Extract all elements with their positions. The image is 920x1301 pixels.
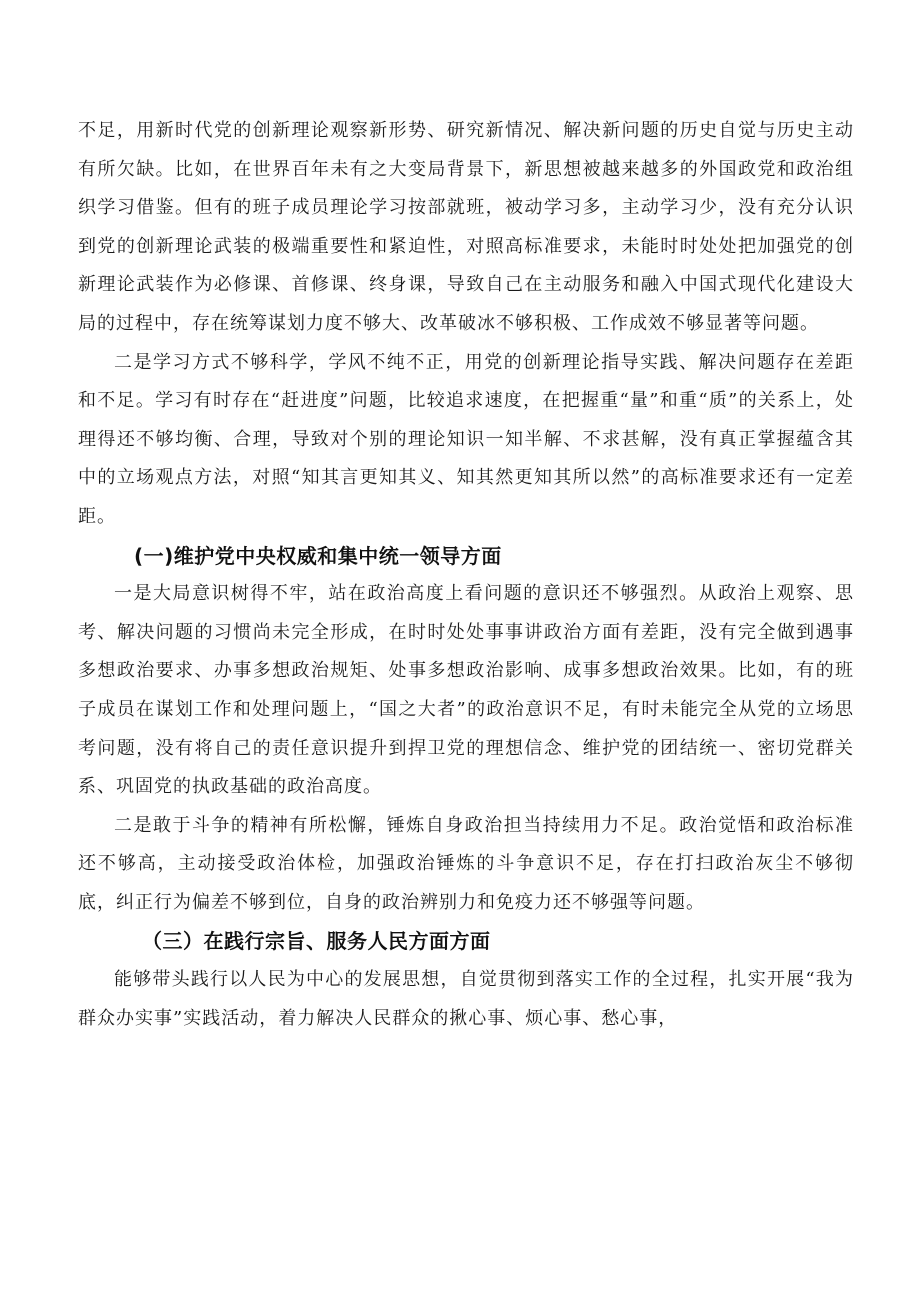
document-body — [78, 112, 854, 1038]
paragraph-1: 不足，用新时代党的创新理论观察新形势、研究新情况、解决新问题的历史自觉与历史主动有所欠缺。比如，在世界百年未有之大变局背景下，新思想被越来越多的外国政党和政治组织学习借鉴。但有的班子成员理论学习按部就班，被动学习多，主动学习少，没有充分认识到党的创新理论武装的极端重要性和紧迫性，对照高标准要求，未能时时处处把加强党的创新理论武装作为必修课、首修课、终身课，导致自己在主动服务和融入中国式现代化建设大局的过程中，存在统筹谋划力度不够大、改革破冰不够积极、工作成效不够显著等问题。 — [78, 120, 854, 334]
section-heading-1: (一)维护党中央权威和集中统一领导方面 — [134, 543, 502, 568]
paragraph-5: 能够带头践行以人民为中心的发展思想，自觉贯彻到落实工作的全过程，扎实开展“我为群众办实事”实践活动，着力解决人民群众的揪心事、烦心事、愁心事， — [78, 969, 854, 1029]
paragraph-3: 一是大局意识树得不牢，站在政治高度上看问题的意识还不够强烈。从政治上观察、思考、解决问题的习惯尚未完全形成，在时时处处事事讲政治方面有差距，没有完全做到遇事多想政治要求、办事多想政治规矩、处事多想政治影响、成事多想政治效果。比如，有的班子成员在谋划工作和处理问题上，“国之大者”的政治意识不足，有时未能完全从党的立场思考问题，没有将自己的责任意识提升到捍卫党的理想信念、维护党的团结统一、密切党群关系、巩固党的执政基础的政治高度。 — [78, 583, 854, 798]
section-heading-3: （三）在践行宗旨、服务人民方面方面 — [142, 929, 491, 954]
paragraph-4: 二是敢于斗争的精神有所松懈，锤炼自身政治担当持续用力不足。政治觉悟和政治标准还不够高，主动接受政治体检，加强政治锤炼的斗争意识不足，存在打扫政治灰尘不够彻底，纠正行为偏差不够到位，自身的政治辨别力和免疫力还不够强等问题。 — [78, 814, 854, 913]
paragraph-2: 二是学习方式不够科学，学风不纯不正，用党的创新理论指导实践、解决问题存在差距和不足。学习有时存在“赶进度”问题，比较追求速度，在把握重“量”和重“质”的关系上，处理得还不够均衡、合理，导致对个别的理论知识一知半解、不求甚解，没有真正掌握蕴含其中的立场观点方法，对照“知其言更知其义、知其然更知其所以然”的高标准要求还有一定差距。 — [78, 351, 854, 527]
